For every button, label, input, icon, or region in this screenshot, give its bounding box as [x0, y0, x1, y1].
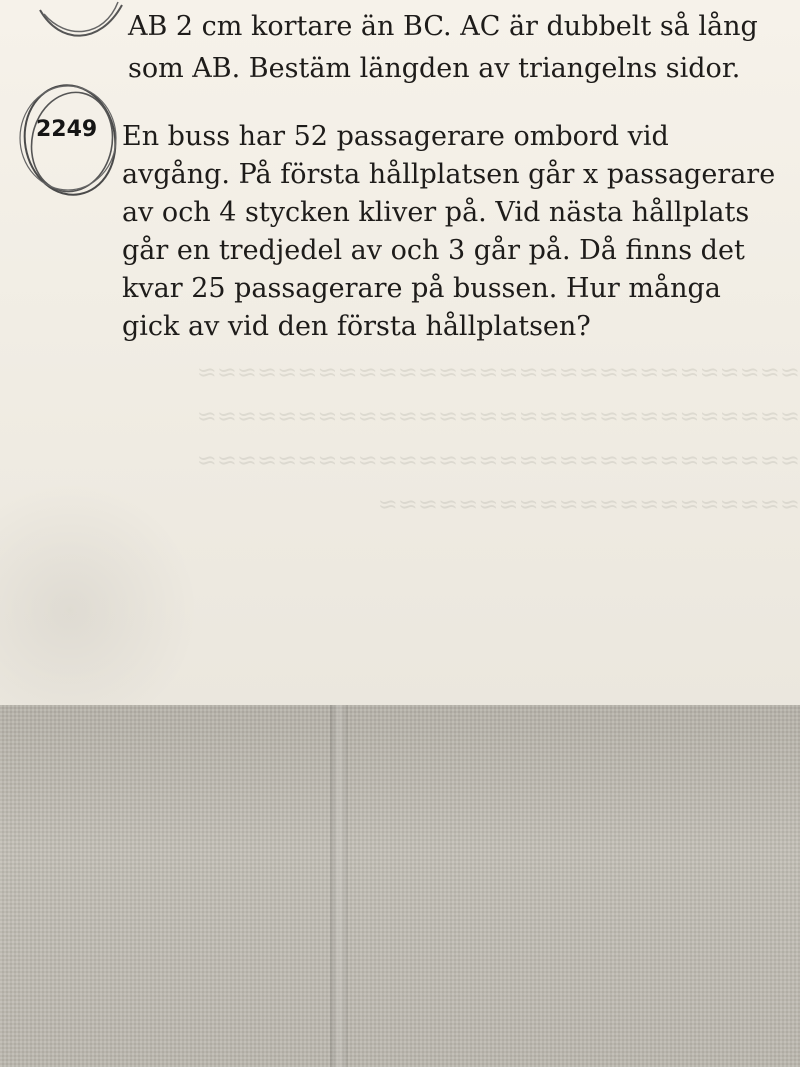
previous-problem-line-2: som AB. Bestäm längden av triangelns sidor.: [128, 53, 741, 84]
problem-line: gick av vid den första hållplatsen?: [122, 311, 591, 342]
problem-text: [122, 118, 776, 346]
fabric-background: [0, 705, 800, 1067]
problem-line: kvar 25 passagerare på bussen. Hur många: [122, 273, 721, 304]
problem-line: av och 4 stycken kliver på. Vid nästa hållplats: [122, 197, 750, 228]
problem-number: 2249: [36, 117, 98, 142]
problem-line: går en tredjedel av och 3 går på. Då finns det: [122, 235, 745, 266]
problem-line: avgång. På första hållplatsen går x passagerare: [122, 159, 776, 190]
previous-problem-line-1: AB 2 cm kortare än BC. AC är dubbelt så lång: [128, 11, 758, 42]
fabric-fold: [330, 705, 348, 1067]
problem-line: En buss har 52 passagerare ombord vid: [122, 121, 669, 152]
bleed-through-text: ≈≈≈≈≈≈≈≈≈≈≈≈≈≈≈≈≈≈≈≈≈≈≈≈≈≈≈≈≈≈ ≈≈≈≈≈≈≈≈≈≈≈≈≈≈≈≈≈≈≈≈≈≈≈≈≈≈≈≈≈≈ ≈≈≈≈≈≈≈≈≈≈≈≈≈≈≈≈≈≈≈≈≈≈≈≈≈≈≈≈≈≈ ≈≈≈≈≈≈≈≈≈≈≈≈≈≈≈≈≈≈≈≈≈: [196, 358, 800, 518]
